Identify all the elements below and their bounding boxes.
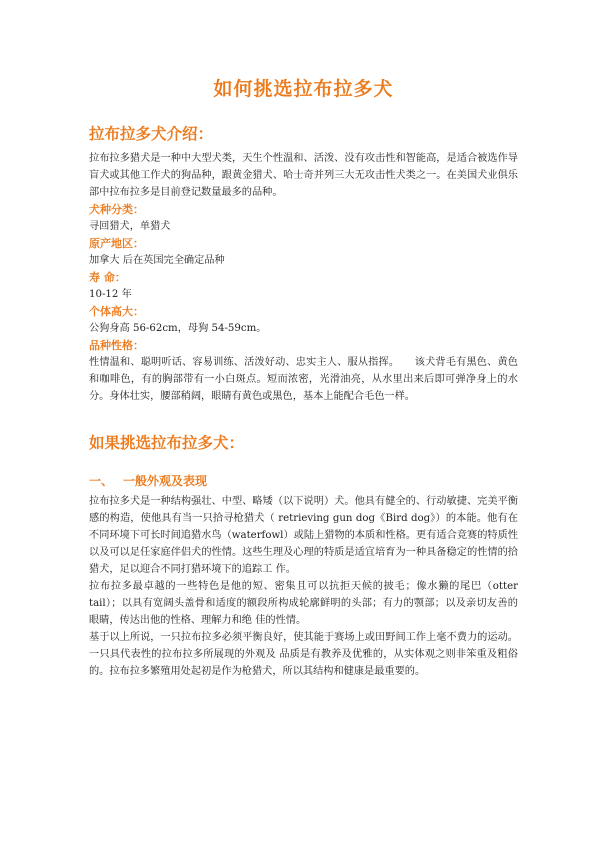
section2-heading: 如果挑选拉布拉多犬： xyxy=(89,434,245,452)
field-label-origin: 原产地区： xyxy=(89,237,144,250)
field-value-lifespan: 10-12 年 xyxy=(89,289,132,300)
field-value-size: 公狗身高 56-62cm，母狗 54-59cm。 xyxy=(89,323,267,334)
field-value-temperament: 性情温和、聪明听话、容易训练、活泼好动、忠实主人、服从指挥。 该犬背毛有黑色、黄色和咖啡色，有的胸部带有一小白斑点。短而浓密，光滑油亮，从水里出来后即可弹净身上的水分。身体壮实，腰部稍阔，眼睛有黄色或黑色，基本上能配合毛色一样。 xyxy=(89,357,518,402)
section2-paragraph-1: 拉布拉多犬是一种结构强壮、中型、略矮（以下说明）犬。他具有健全的、行动敏捷、完美平衡感的构造，使他具有当一只拾寻枪猎犬（ retrieving gun dog《Bird dog》）的本能。他有在不同环境下可长时间追猎水鸟（waterfowl）或陆上猎物的本质和性格。更有适合竞赛的特质性 以及可以足任家庭伴侣犬的性情。这些生理及心理的特质是适宜培育为一种具备稳定的性情的拾猎犬，足以迎合不同打猎环境下的追踪工 作。 xyxy=(89,496,518,575)
field-value-breed-category: 寻回猎犬，单猎犬 xyxy=(89,221,171,232)
subsection-heading xyxy=(89,471,518,491)
intro-paragraph: 拉布拉多猎犬是一种中大型犬类，天生个性温和、活泼、没有攻击性和智能高，是适合被选作导盲犬或其他工作犬的狗品种，跟黄金猎犬、哈士奇并列三大无攻击性犬类之一。在美国犬业俱乐部中拉布拉多是目前登记数量最多的品种。 xyxy=(89,153,518,198)
field-label-temperament: 品种性格： xyxy=(89,339,144,352)
section2-paragraph-2: 拉布拉多最卓越的一些特色是他的短、密集且可以抗拒天候的披毛；像水獭的尾巴（otter tail）；以具有宽阔头盖骨和适度的额段所构成轮廓鲜明的头部；有力的颚部；以及亲切友善的眼睛，传达出他的性格、理解力和绝 佳的性情。 xyxy=(89,581,518,626)
field-value-origin: 加拿大 后在英国完全确定品种 xyxy=(89,255,225,266)
subsection-number: 一、 xyxy=(89,474,114,488)
document-title: 如何挑选拉布拉多犬 xyxy=(213,78,394,100)
subsection-title: 一般外观及表现 xyxy=(123,474,208,488)
field-label-size: 个体高大： xyxy=(89,305,144,318)
section2-paragraph-3: 基于以上所说，一只拉布拉多必须平衡良好，使其能于赛场上或田野间工作上毫不费力的运动。一只具代表性的拉布拉多所展现的外观及 品质是有教养及优雅的，从实体观之则非笨重及粗俗的。拉布拉多繁殖用处起初是作为枪猎犬，所以其结构和健康是最重要的。 xyxy=(89,632,518,677)
field-label-lifespan: 寿 命： xyxy=(89,271,126,284)
intro-heading: 拉布拉多犬介绍： xyxy=(89,125,214,143)
field-label-breed-category: 犬种分类： xyxy=(89,203,144,216)
